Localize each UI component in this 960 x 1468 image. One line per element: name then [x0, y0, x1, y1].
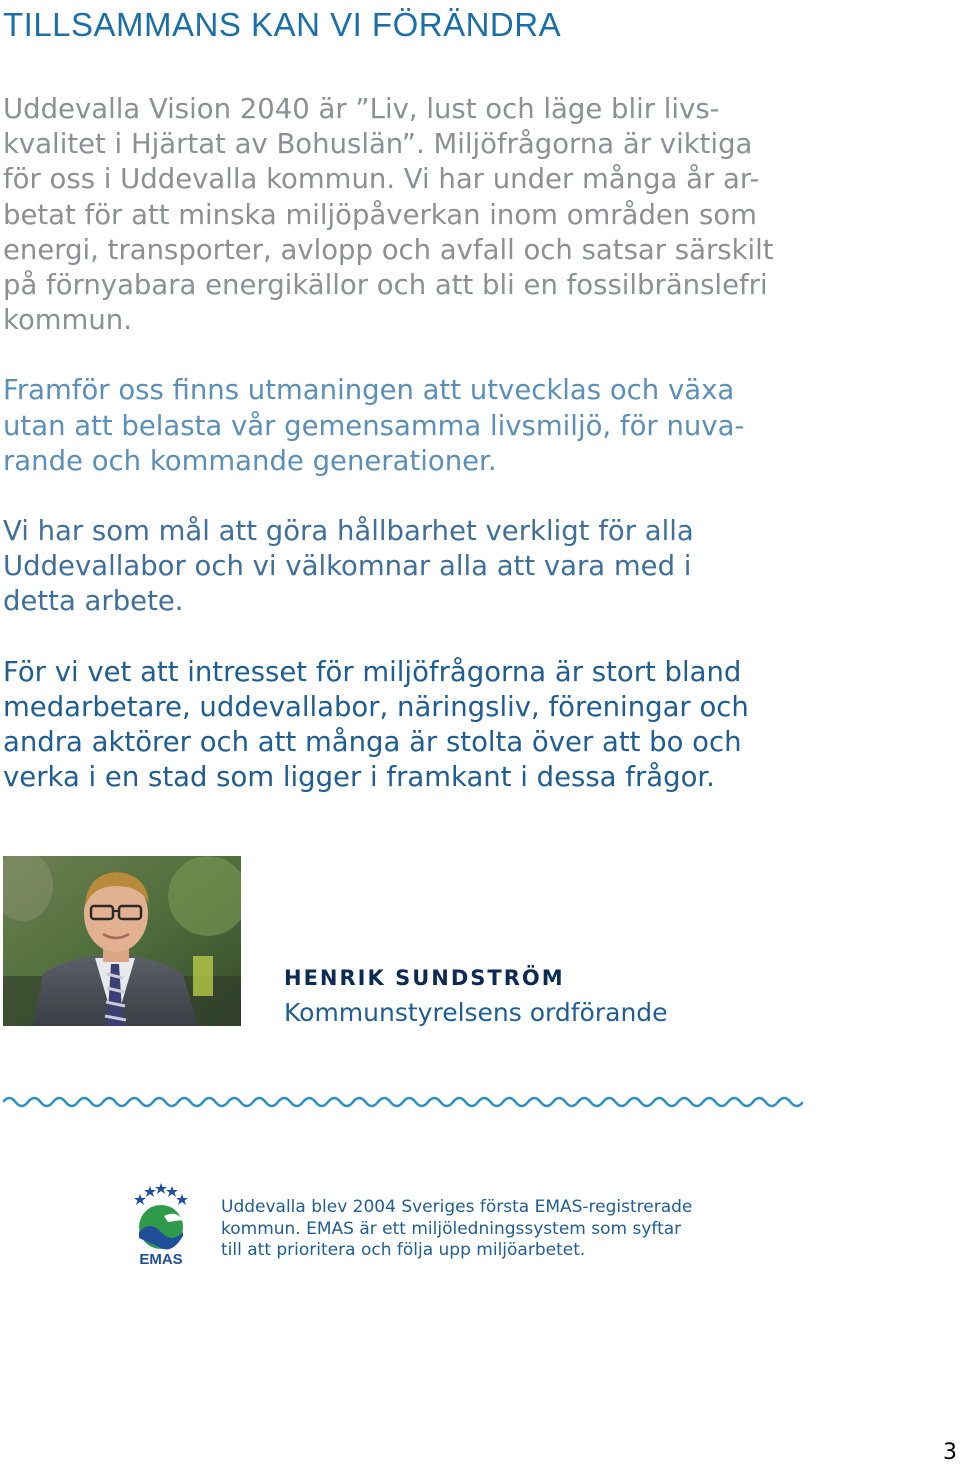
emas-stars — [134, 1183, 188, 1205]
text-line: för oss i Uddevalla kommun. Vi har under många år ar- — [3, 163, 760, 196]
text-line: detta arbete. — [3, 585, 184, 618]
text-line: till att prioritera och följa upp miljöarbetet. — [221, 1240, 586, 1260]
body-text — [3, 92, 823, 830]
paragraph-goal — [3, 514, 823, 620]
text-line: energi, transporter, avlopp och avfall och satsar särskilt — [3, 233, 774, 266]
text-line: utan att belasta vår gemensamma livsmiljö, för nuva- — [3, 409, 745, 442]
text-line: Uddevalla Vision 2040 är ”Liv, lust och läge blir livs- — [3, 93, 720, 125]
paragraph-challenge — [3, 373, 823, 479]
text-line: Uddevalla blev 2004 Sveriges första EMAS-registrerade — [221, 1197, 693, 1217]
portrait-photo — [3, 856, 241, 1026]
signature-role: Kommunstyrelsens ordförande — [284, 998, 668, 1027]
text-line: För vi vet att intresset för miljöfrågorna är stort bland — [3, 655, 742, 688]
emas-logo-text: EMAS — [139, 1251, 183, 1268]
text-line: andra aktörer och att många är stolta över att bo och — [3, 726, 742, 759]
emas-logo — [128, 1180, 194, 1268]
wave-divider — [3, 1090, 803, 1112]
text-line: på förnyabara energikällor och att bli en fossilbränslefri — [3, 269, 768, 302]
text-line: Uddevallabor och vi välkomnar alla att vara med i — [3, 550, 692, 583]
text-line: kvalitet i Hjärtat av Bohuslän”. Miljöfrågorna är viktiga — [3, 128, 753, 161]
text-line: kommun. — [3, 304, 132, 337]
page-number: 3 — [943, 1440, 957, 1465]
emas-description — [221, 1197, 692, 1262]
text-line: betat för att minska miljöpåverkan inom områden som — [3, 198, 757, 231]
text-line: rande och kommande generationer. — [3, 444, 497, 477]
text-line: verka i en stad som ligger i framkant i dessa frågor. — [3, 761, 715, 794]
signature-name: HENRIK SUNDSTRÖM — [284, 966, 565, 990]
text-line: kommun. EMAS är ett miljöledningssystem som syftar — [221, 1218, 682, 1239]
paragraph-interest — [3, 655, 823, 796]
text-line: medarbetare, uddevallabor, näringsliv, föreningar och — [3, 690, 749, 723]
page-title: TILLSAMMANS KAN VI FÖRÄNDRA — [3, 6, 562, 43]
text-line: Framför oss finns utmaningen att utvecklas och växa — [3, 374, 735, 407]
paragraph-vision — [3, 92, 823, 338]
text-line: Vi har som mål att göra hållbarhet verkligt för alla — [3, 515, 694, 548]
